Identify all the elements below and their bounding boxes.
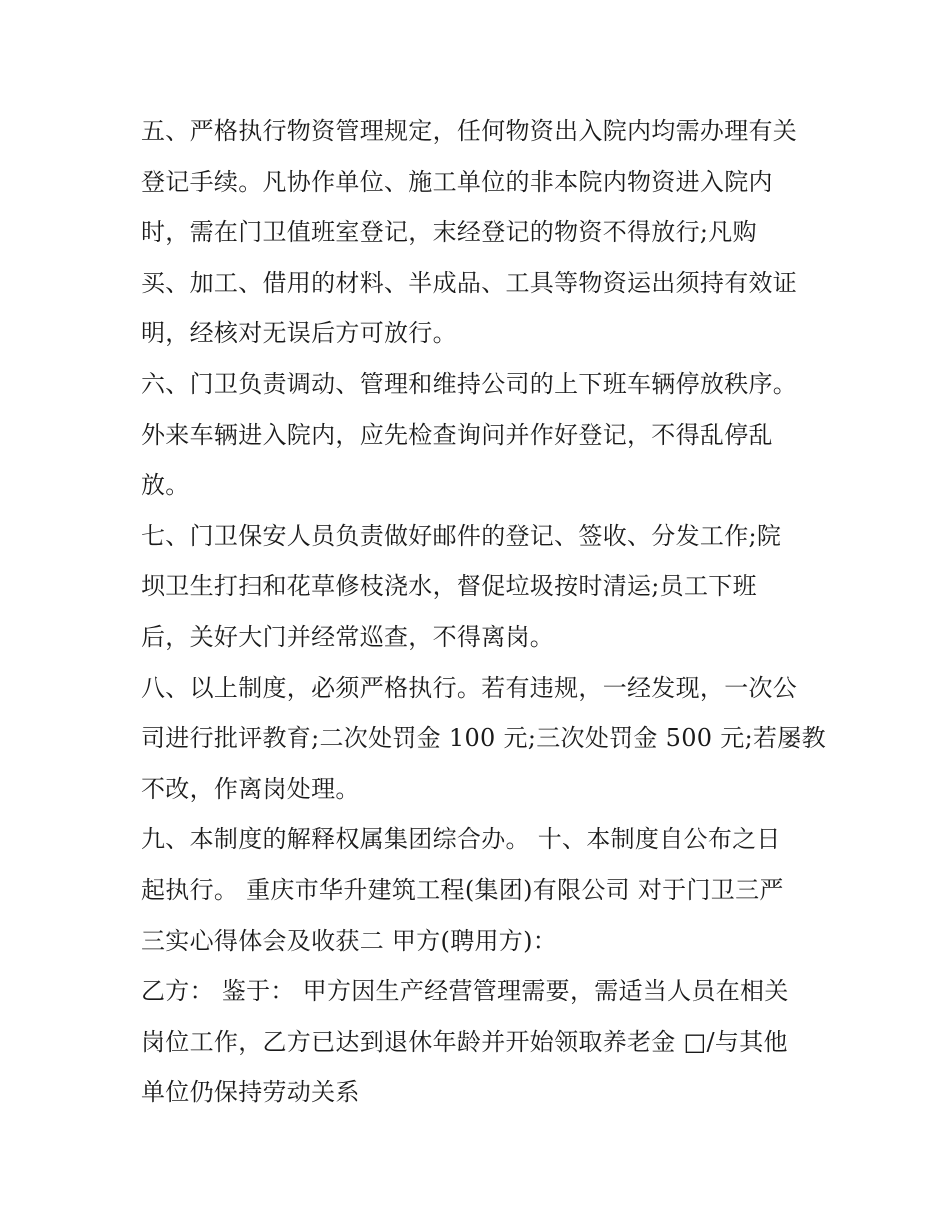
text-line: 单位仍保持劳动关系: [141, 1078, 360, 1107]
text-line: 明，经核对无误后方可放行。: [141, 319, 457, 348]
text-line: 坝卫生打扫和花草修枝浇水，督促垃圾按时清运;员工下班: [141, 572, 757, 601]
text-line: 外来车辆进入院内，应先检查询问并作好登记，不得乱停乱: [141, 420, 773, 449]
text-line: 起执行。 重庆市华升建筑工程(集团)有限公司 对于门卫三严: [141, 875, 784, 904]
text-line: 司进行批评教育;二次处罚金 100 元;三次处罚金 500 元;若屡教: [141, 724, 826, 753]
text-line: 九、本制度的解释权属集团综合办。 十、本制度自公布之日: [141, 825, 781, 854]
text-line: 不改，作离岗处理。: [141, 774, 360, 803]
text-line: 乙方： 鉴于： 甲方因生产经营管理需要，需适当人员在相关: [141, 977, 789, 1006]
text-line: 三实心得体会及收获二 甲方(聘用方)：: [141, 926, 558, 955]
text-line: 岗位工作，乙方已达到退休年龄并开始领取养老金 □/与其他: [141, 1027, 788, 1056]
text-line: 五、严格执行物资管理规定，任何物资出入院内均需办理有关: [141, 117, 798, 145]
text-line: 买、加工、借用的材料、半成品、工具等物资运出须持有效证: [141, 268, 798, 297]
text-line: 放。: [141, 471, 190, 500]
text-line: 时，需在门卫值班室登记，末经登记的物资不得放行;凡购: [141, 218, 757, 247]
text-line: 六、门卫负责调动、管理和维持公司的上下班车辆停放秩序。: [141, 369, 798, 398]
text-line: 七、门卫保安人员负责做好邮件的登记、签收、分发工作;院: [141, 521, 782, 550]
text-line: 登记手续。凡协作单位、施工单位的非本院内物资进入院内: [141, 167, 773, 196]
document-body: [141, 106, 826, 1118]
text-line: 八、以上制度，必须严格执行。若有违规，一经发现，一次公: [141, 673, 798, 702]
text-line: 后，关好大门并经常巡查，不得离岗。: [141, 622, 555, 651]
